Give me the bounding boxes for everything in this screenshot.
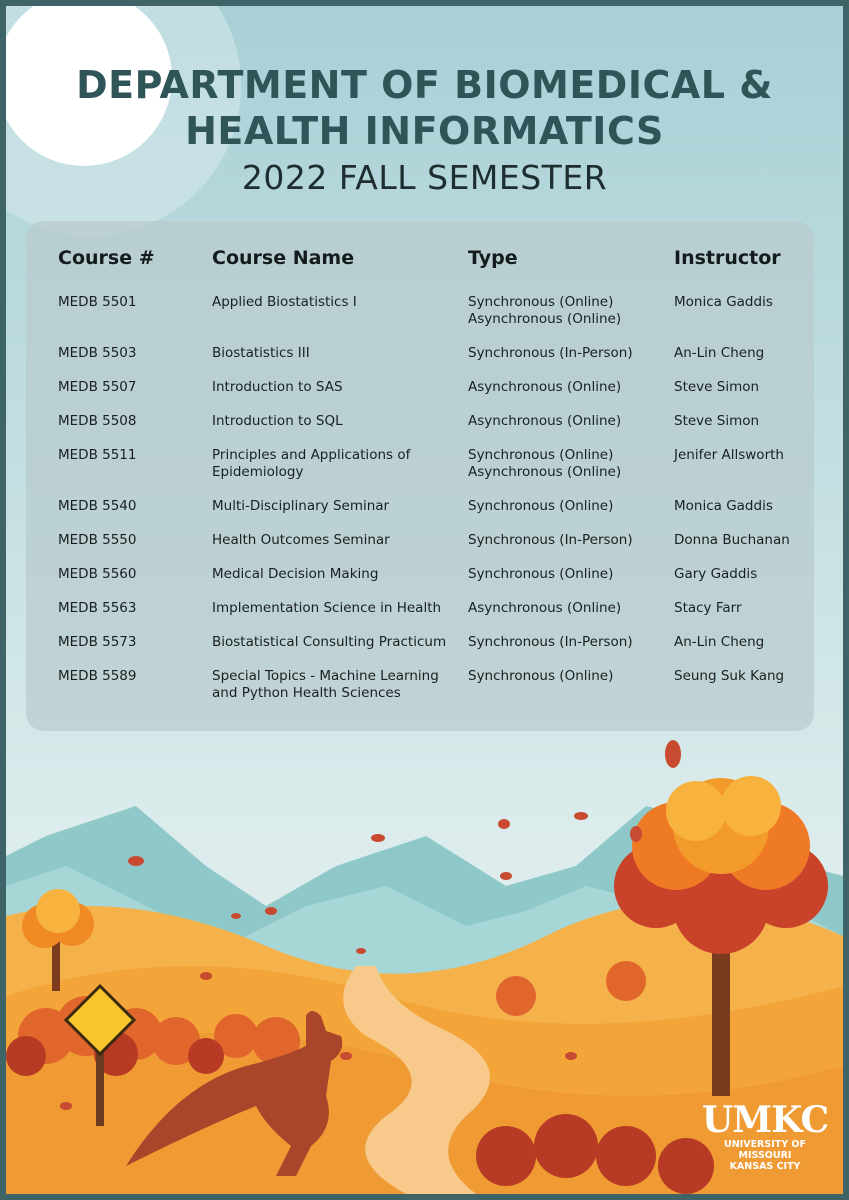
sign-post	[96, 1046, 104, 1126]
course-name: Implementation Science in Health	[212, 600, 442, 616]
course-name: Introduction to SAS	[212, 379, 343, 395]
course-type	[468, 566, 668, 583]
course-instructor: An-Lin Cheng	[674, 634, 765, 650]
course-number: MEDB 5589	[58, 668, 137, 684]
course-name: Health Outcomes Seminar	[212, 532, 390, 548]
course-name: Biostatistics III	[212, 345, 310, 361]
course-instructor: Donna Buchanan	[674, 532, 790, 548]
course-instructor: Jenifer Allsworth	[674, 447, 784, 463]
course-type-line: Synchronous (Online)	[468, 447, 614, 463]
course-type-line: Synchronous (In-Person)	[468, 532, 633, 548]
course-type-line: Asynchronous (Online)	[468, 413, 622, 429]
course-number: MEDB 5573	[58, 634, 137, 650]
course-type	[468, 532, 668, 549]
course-type-line: Synchronous (In-Person)	[468, 345, 633, 361]
column-header-course-name: Course Name	[212, 247, 355, 269]
course-name: Medical Decision Making	[212, 566, 379, 582]
course-number: MEDB 5560	[58, 566, 137, 582]
course-name: Special Topics - Machine Learning and Python Health Sciences	[212, 668, 439, 701]
course-type	[468, 498, 668, 515]
course-instructor: Stacy Farr	[674, 600, 742, 616]
course-instructor: Steve Simon	[674, 379, 760, 395]
course-name: Introduction to SQL	[212, 413, 343, 429]
course-type	[468, 668, 668, 685]
department-title-line1: DEPARTMENT OF BIOMEDICAL &	[76, 63, 773, 107]
course-type-line: Synchronous (In-Person)	[468, 634, 633, 650]
column-header-course-number: Course #	[58, 247, 155, 269]
course-number: MEDB 5503	[58, 345, 137, 361]
course-instructor: An-Lin Cheng	[674, 345, 765, 361]
course-table	[26, 221, 814, 731]
logo-university-line: UNIVERSITY OF MISSOURI	[724, 1139, 806, 1161]
logo-city-line: KANSAS CITY	[729, 1161, 801, 1172]
course-instructor: Monica Gaddis	[674, 294, 773, 310]
course-instructor: Monica Gaddis	[674, 498, 773, 514]
course-type-line: Asynchronous (Online)	[468, 464, 622, 480]
poster-header	[6, 62, 843, 198]
logo-wordmark: UMKC	[701, 1099, 829, 1141]
course-name: Applied Biostatistics I	[212, 294, 357, 310]
course-instructor: Steve Simon	[674, 413, 760, 429]
course-number: MEDB 5507	[58, 379, 137, 395]
course-number: MEDB 5540	[58, 498, 137, 514]
course-name: Multi-Disciplinary Seminar	[212, 498, 390, 514]
course-type-line: Synchronous (Online)	[468, 294, 614, 310]
department-title-line2: HEALTH INFORMATICS	[185, 109, 664, 153]
course-type	[468, 600, 668, 617]
course-number: MEDB 5550	[58, 532, 137, 548]
semester-subtitle: 2022 FALL SEMESTER	[241, 158, 608, 197]
course-type-line: Synchronous (Online)	[468, 498, 614, 514]
course-number: MEDB 5508	[58, 413, 137, 429]
course-type-line: Asynchronous (Online)	[468, 379, 622, 395]
course-instructor: Seung Suk Kang	[674, 668, 785, 684]
course-name: Biostatistical Consulting Practicum	[212, 634, 447, 650]
course-type	[468, 634, 668, 651]
course-type-line: Synchronous (Online)	[468, 566, 614, 582]
course-type	[468, 447, 668, 481]
course-number: MEDB 5501	[58, 294, 137, 310]
course-type-line: Synchronous (Online)	[468, 668, 614, 684]
umkc-logo	[700, 1101, 830, 1172]
course-type	[468, 345, 668, 362]
course-type	[468, 379, 668, 396]
column-header-instructor: Instructor	[674, 247, 781, 269]
course-instructor: Gary Gaddis	[674, 566, 758, 582]
course-name: Principles and Applications of Epidemiology	[212, 447, 411, 480]
course-number: MEDB 5511	[58, 447, 137, 463]
column-header-type: Type	[468, 247, 518, 269]
course-number: MEDB 5563	[58, 600, 137, 616]
course-type	[468, 294, 668, 328]
poster	[6, 6, 843, 1194]
course-type-line: Asynchronous (Online)	[468, 311, 622, 327]
course-type-line: Asynchronous (Online)	[468, 600, 622, 616]
course-type	[468, 413, 668, 430]
